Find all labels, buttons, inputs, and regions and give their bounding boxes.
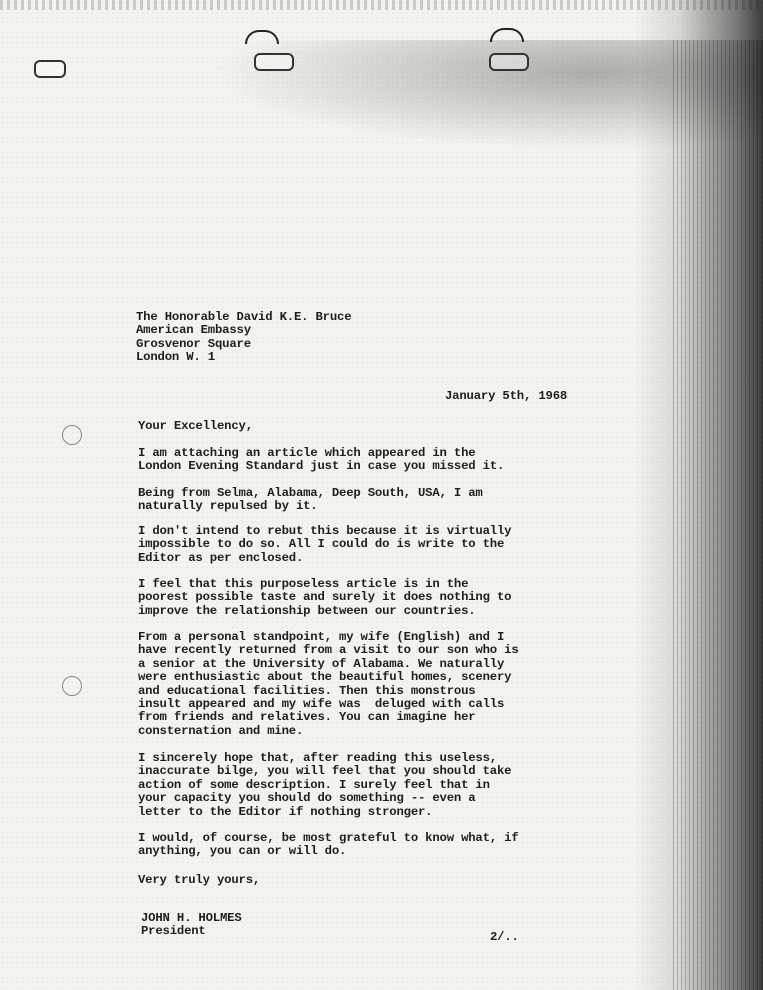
- paragraph-line: were enthusiastic about the beautiful homes, scenery: [138, 670, 512, 685]
- closing: [138, 874, 260, 887]
- salutation: Your Excellency,: [138, 419, 253, 433]
- paragraph-line: I am attaching an article which appeared in the: [138, 446, 476, 460]
- paragraph-line: naturally repulsed by it.: [138, 499, 318, 514]
- address-line: American Embassy: [136, 323, 251, 338]
- paragraph-line: Editor as per enclosed.: [138, 550, 304, 565]
- paragraph-line: poorest possible taste and surely it does nothing to: [138, 590, 512, 605]
- paragraph-line: your capacity you should do something -- even a: [138, 791, 476, 806]
- paragraph-line: Very truly yours,: [138, 873, 261, 887]
- page-continuation-marker: 2/..: [490, 930, 519, 944]
- paragraph: [138, 832, 519, 859]
- address-line: Grosvenor Square: [136, 336, 251, 351]
- paragraph-line: action of some description. I surely feel that in: [138, 777, 490, 792]
- paragraph-line: from friends and relatives. You can imagine her: [138, 710, 476, 725]
- recipient-address: [136, 311, 351, 365]
- paragraph-line: letter to the Editor if nothing stronger.: [138, 804, 433, 819]
- paragraph-line: and educational facilities. Then this monstrous: [138, 683, 476, 698]
- paragraph: [138, 525, 511, 565]
- paragraph-line: impossible to do so. All I could do is write to the: [138, 537, 505, 552]
- letter-date: January 5th, 1968: [445, 389, 568, 403]
- paragraph: [138, 447, 504, 474]
- paragraph-line: insult appeared and my wife was deluged with calls: [138, 697, 505, 712]
- paragraph: [138, 631, 519, 738]
- paragraph-line: I would, of course, be most grateful to know what, if: [138, 831, 519, 845]
- paragraph-line: I don't intend to rebut this because it is virtually: [138, 524, 512, 538]
- signer-title: President: [141, 924, 206, 939]
- paragraph: [138, 487, 483, 514]
- paragraph-line: I sincerely hope that, after reading this useless,: [138, 751, 497, 765]
- paragraph: [138, 578, 511, 618]
- paragraph-line: improve the relationship between our countries.: [138, 603, 476, 618]
- signer-name: JOHN H. HOLMES: [141, 911, 242, 925]
- paragraph-line: anything, you can or will do.: [138, 844, 347, 859]
- address-line: London W. 1: [136, 350, 215, 365]
- paragraph-line: London Evening Standard just in case you missed it.: [138, 459, 505, 474]
- paragraph: [138, 752, 511, 819]
- paragraph-line: inaccurate bilge, you will feel that you should take: [138, 764, 512, 779]
- paragraph-line: consternation and mine.: [138, 723, 304, 738]
- signature-block: [141, 912, 242, 939]
- paragraph-line: From a personal standpoint, my wife (English) and I: [138, 630, 505, 644]
- address-line: The Honorable David K.E. Bruce: [136, 310, 352, 324]
- paragraph-line: a senior at the University of Alabama. We naturally: [138, 656, 505, 671]
- paragraph-line: Being from Selma, Alabama, Deep South, USA, I am: [138, 486, 483, 500]
- paragraph-line: I feel that this purposeless article is in the: [138, 577, 469, 591]
- paragraph-line: have recently returned from a visit to our son who is: [138, 643, 519, 658]
